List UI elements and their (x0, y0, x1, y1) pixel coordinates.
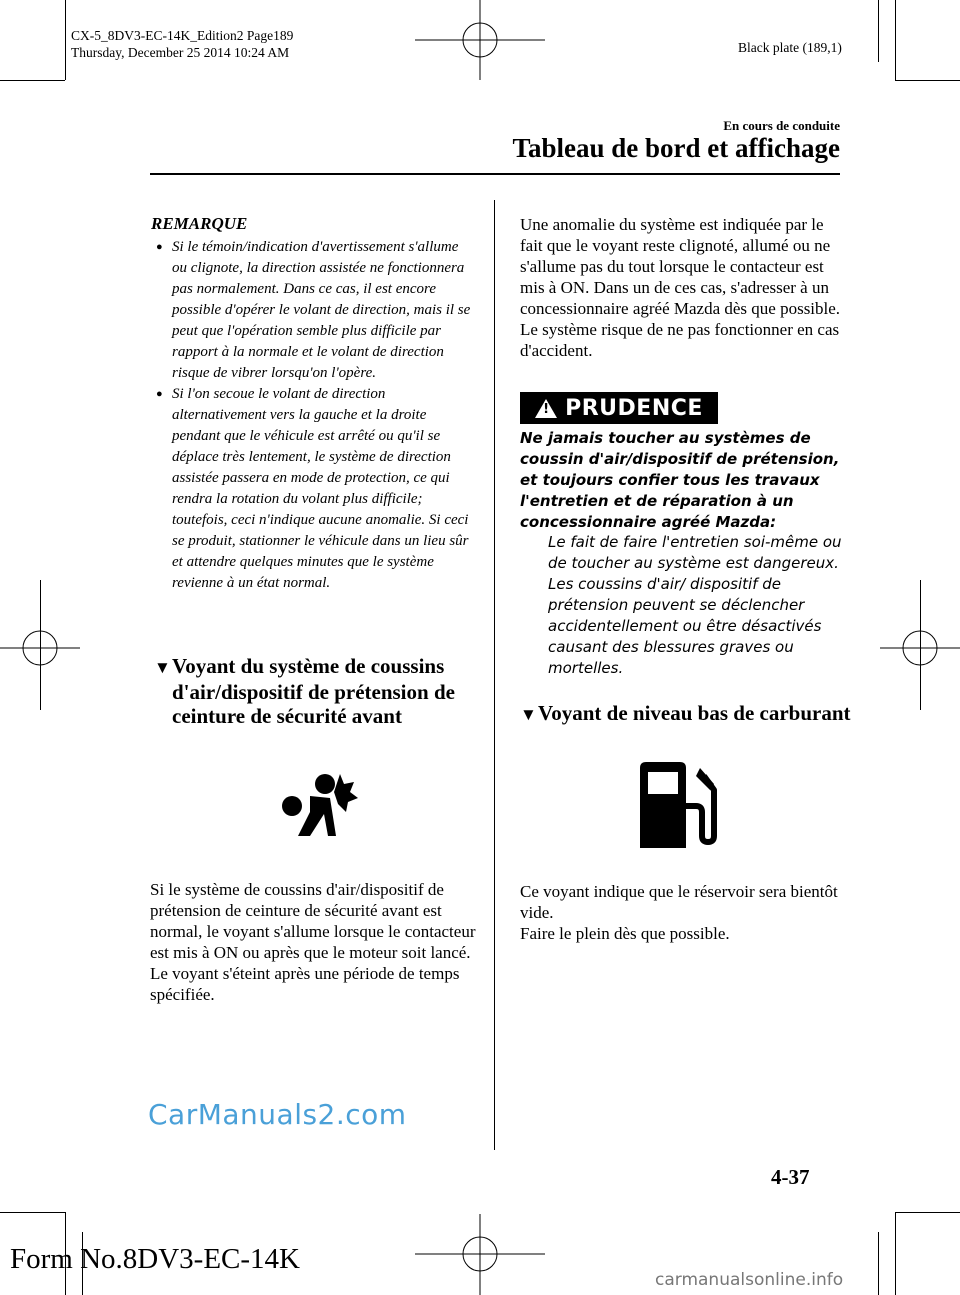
section-title: En cours de conduite (723, 118, 840, 133)
print-file-info (71, 27, 293, 61)
caution-banner (520, 392, 718, 424)
header-rule (150, 173, 840, 175)
note-list (150, 237, 472, 594)
watermark-site: carmanualsonline.info (655, 1270, 844, 1290)
note-item: ● Si le témoin/indication d'avertissement s'allume ou clignote, la direction assistée ne fonctionnera pas normalement. Dans ce cas, il est encore possible d'opérer le volant de direction, mais il se peut que l'opération semble plus difficile par rapport à la normale et le volant de direction risque de vibrer lorsqu'on l'opère. (156, 239, 471, 381)
warning-triangle-icon: ! (535, 399, 557, 418)
caution-statement: Ne jamais toucher au systèmes de coussin d'air/dispositif de prétension, et toujours confier tous les travaux l'entretien et de réparation à un concessionnaire agréé Mazda: (520, 429, 840, 531)
fuel-heading: ▼Voyant de niveau bas de carburant (520, 701, 851, 725)
fuel-text-line1: Ce voyant indique que le réservoir sera bientôt vide. (520, 882, 838, 922)
plate-label: Black plate (189,1) (738, 40, 842, 55)
column-separator (494, 200, 495, 1150)
print-file-line2: Thursday, December 25 2014 10:24 AM (71, 45, 290, 60)
print-file-line1: CX-5_8DV3-EC-14K_Edition2 Page189 (71, 28, 294, 43)
form-number: Form No.8DV3-EC-14K (10, 1243, 300, 1275)
bullet-icon: ● (156, 241, 163, 253)
caution-label: PRUDENCE (565, 395, 703, 421)
page-number: 4-37 (771, 1165, 810, 1189)
airbag-description: Si le système de coussins d'air/dispositif de prétension de ceinture de sécurité avant est normal, le voyant s'allume lorsque le contacteur est mis à ON ou après que le moteur soit lancé. Le voyant s'éteint après une période de temps spécifiée. (150, 880, 476, 1004)
watermark-logo: CarManuals2.com (148, 1098, 407, 1131)
note-item: ● Si l'on secoue le volant de direction alternativement vers la gauche et la droite pendant que le véhicule est arrêté ou qu'il se déplace très lentement, le système de direction assistée passera en mode de protection, ce qui rendra la rotation du volant plus difficile; toutefois, ceci n'indique aucune anomalie. Si ceci se produit, stationner le véhicule dans un lieu sûr et attendre quelques minutes que le système revienne à un état normal. (156, 386, 469, 591)
airbag-heading: ▼Voyant du système de coussins d'air/dispositif de prétension de ceinture de sécurité avant (154, 654, 455, 728)
triangle-marker-icon: ▼ (154, 658, 171, 677)
anomaly-description: Une anomalie du système est indiquée par le fait que le voyant reste clignoté, allumé ou ne s'allume pas du tout lorsque le contacteur est mis à ON. Dans un de ces cas, s'adresser à un concessionnaire agréé Mazda dès que possible. Le système risque de ne pas fonctionner en cas d'accident. (520, 215, 841, 360)
fuel-pump-icon (634, 760, 726, 852)
fuel-text-line2: Faire le plein dès que possible. (520, 924, 730, 943)
chapter-title: Tableau de bord et affichage (512, 133, 840, 163)
caution-explanation: Le fait de faire l'entretien soi-même ou de toucher au système est dangereux. Les coussins d'air/ dispositif de prétension peuvent se déclencher accidentellement ou être désactivés causant des blessures graves ou mortelles. (548, 533, 842, 677)
fuel-description (520, 881, 850, 944)
airbag-warning-icon (280, 772, 360, 838)
triangle-marker-icon: ▼ (520, 705, 537, 724)
note-title: REMARQUE (151, 214, 248, 233)
bullet-icon: ● (156, 388, 163, 400)
